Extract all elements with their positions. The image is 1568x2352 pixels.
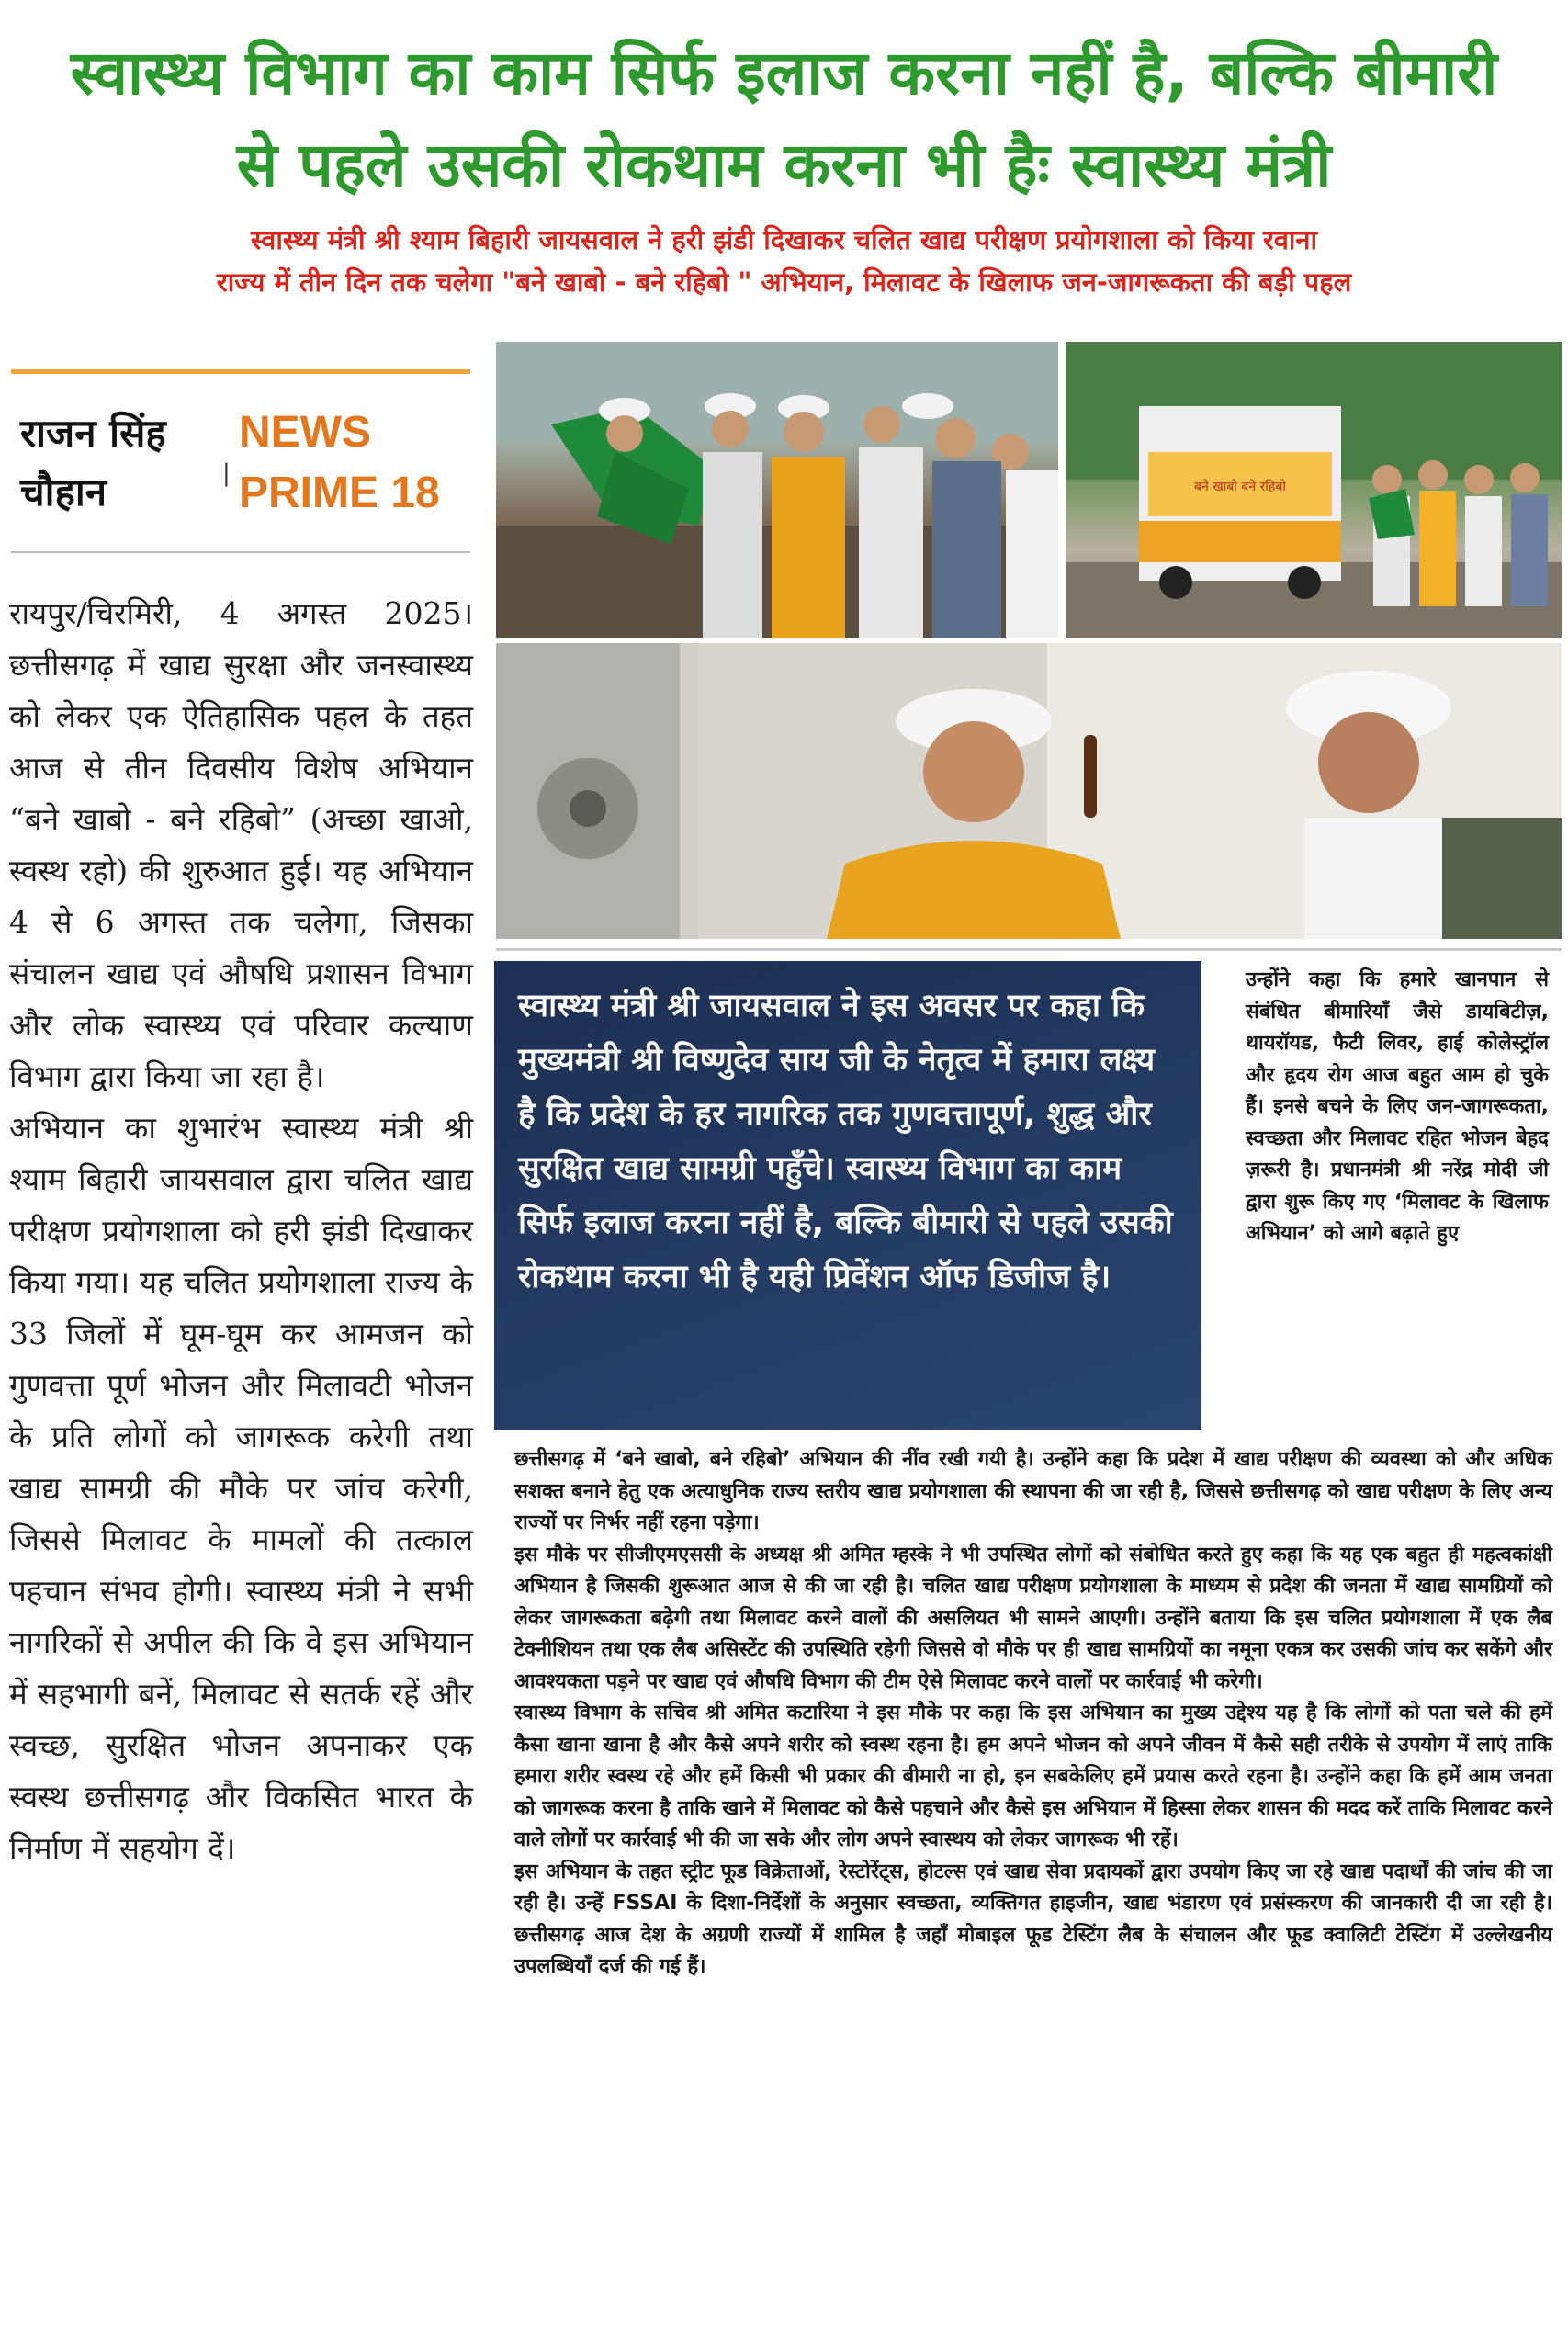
body-paragraph-2: इस मौके पर सीजीएमएससी के अध्यक्ष श्री अमित म्हस्के ने भी उपस्थित लोगों को संबोधित करते हुए कहा कि यह एक बहुत ही महत्वकांक्षी अभियान है जिसकी शुरूआत आज से की जा रही है। चलित खाद्य परीक्षण प्रयोगशाला के माध्यम से प्रदेश की जनता में खाद्य सामग्रियों को लेकर जागरूकता बढ़ेगी तथा मिलावट करने वालों की असलियत भी सामने आएगी। उन्होंने बताया कि इस चलित प्रयोगशाला में एक लैब टेक्नीशियन तथा एक लैब असिस्टेंट की उपस्थिति रहेगी जिससे वो मौके पर ही खाद्य सामग्रियों का नमूना एकत्र कर उसकी जांच कर सकेंगे और आवश्यकता पड़ने पर खाद्य एवं औषधि विभाग की टीम ऐसे मिलावट करने वालों पर कार्रवाई भी करेगी।: [514, 1543, 1552, 1693]
photo-divider: [496, 948, 1562, 951]
byline-separator: |: [222, 459, 231, 487]
headline-line-2: से पहले उसकी रोकथाम करना भी हैः स्वास्थ्य मंत्री: [236, 130, 1332, 200]
author-name: राजन सिंह चौहान: [20, 411, 166, 514]
photo-flag-off-ceremony: [496, 342, 1058, 638]
left-paragraph-1: रायपुर/चिरमिरी, 4 अगस्त 2025। छत्तीसगढ़ में खाद्य सुरक्षा और जनस्वास्थ्य को लेकर एक ऐतिहासिक पहल के तहत आज से तीन दिवसीय विशेष अभियान “बने खाबो - बने रहिबो” (अच्छा खाओ, स्वस्थ रहो) की शुरुआत हुई। यह अभियान 4 से 6 अगस्त तक चलेगा, जिसका संचालन खाद्य एवं औषधि प्रशासन विभाग और लोक स्वास्थ्य एवं परिवार कल्याण विभाग द्वारा किया जा रहा है।: [9, 595, 473, 1094]
article-body: [514, 1444, 1552, 1984]
pull-quote-box: स्वास्थ्य मंत्री श्री जायसवाल ने इस अवसर पर कहा कि मुख्यमंत्री श्री विष्णुदेव साय जी के नेतृत्व में हमारा लक्ष्य है कि प्रदेश के हर नागरिक तक गुणवत्तापूर्ण, शुद्ध और सुरक्षित खाद्य सामग्री पहुँचे। स्वास्थ्य विभाग का काम सिर्फ इलाज करना नहीं है, बल्कि बीमारी से पहले उसकी रोकथाम करना भी है यही प्रिवेंशन ऑफ डिजीज है।: [494, 961, 1201, 1430]
flag-off-illustration: [496, 342, 1058, 638]
byline-divider: [11, 551, 470, 553]
body-paragraph-1: छत्तीसगढ़ में ‘बने खाबो, बने रहिबो’ अभियान की नींव रखी गयी है। उन्होंने कहा कि प्रदेश में खाद्य परीक्षण की व्यवस्था को और अधिक सशक्त बनाने हेतु एक अत्याधुनिक राज्य स्तरीय खाद्य प्रयोगशाला की स्थापना की जा रही है, जिससे छत्तीसगढ़ को खाद्य परीक्षण के लिए अन्य राज्यों पर निर्भर नहीं रहना पड़ेगा।: [514, 1448, 1552, 1534]
right-column-text: उन्होंने कहा कि हमारे खानपान से संबंधित बीमारियाँ जैसे डायबिटीज़, थायरॉयड, फैटी लिवर, हाई कोलेस्ट्रॉल और हृदय रोग आज बहुत आम हो चुके हैं। इनसे बचने के लिए जन-जागरूकता, स्वच्छता और मिलावट रहित भोजन बेहद ज़रूरी है। प्रधानमंत्री श्री नरेंद्र मोदी जी द्वारा शुरू किए गए ‘मिलावट के खिलाफ अभियान’ को आगे बढ़ाते हुए: [1246, 968, 1549, 1245]
brand-name: NEWS PRIME 18: [239, 408, 440, 517]
byline-accent-bar: [11, 369, 470, 374]
subheadline-1: स्वास्थ्य मंत्री श्री श्याम बिहारी जायसवाल ने हरी झंडी दिखाकर चलित खाद्य परीक्षण प्रयोगशाला को किया रवाना: [250, 224, 1318, 255]
headline-line-1: स्वास्थ्य विभाग का काम सिर्फ इलाज करना नहीं है, बल्कि बीमारी: [70, 38, 1498, 108]
photo-mobile-lab-truck: [1066, 342, 1562, 638]
truck-illustration: [1066, 342, 1562, 638]
body-paragraph-3: स्वास्थ्य विभाग के सचिव श्री अमित कटारिया ने इस मौके पर कहा कि इस अभियान का मुख्य उद्देश्य यह है कि लोगों को पता चले की हमें कैसा खाना खाना है और कैसे अपने शरीर को स्वस्थ रहना है। हम अपने भोजन को अपने जीवन में कैसे सही तरीके से उपयोग में लाएं ताकि हमारा शरीर स्वस्थ रहे और हमें किसी भी प्रकार की बीमारी ना हो, इन सबकेलिए हमें प्रयास करते रहना है। उन्होंने कहा कि हमें आम जनता को जागरूक करना है ताकि खाने में मिलावट को कैसे पहचाने और कैसे इस अभियान में हिस्सा लेकर शासन की मदद करें ताकि मिलावट करने वाले लोगों पर कार्रवाई भी की जा सके और लोग अपने स्वास्थय को लेकर जागरूक भी रहें।: [514, 1702, 1552, 1851]
left-paragraph-2: अभियान का शुभारंभ स्वास्थ्य मंत्री श्री श्याम बिहारी जायसवाल द्वारा चलित खाद्य परीक्षण प्रयोगशाला को हरी झंडी दिखाकर किया गया। यह चलित प्रयोगशाला राज्य के 33 जिलों में घूम-घूम कर आमजन को गुणवत्ता पूर्ण भोजन और मिलावटी भोजन के प्रति लोगों को जागरूक करेगी तथा खाद्य सामग्री की मौके पर जांच करेगी, जिससे मिलावट के मामलों की तत्काल पहचान संभव होगी। स्वास्थ्य मंत्री ने सभी नागरिकों से अपील की कि वे इस अभियान में सहभागी बनें, मिलावट से सतर्क रहें और स्वच्छ, सुरक्षित भोजन अपनाकर एक स्वस्थ छत्तीसगढ़ और विकसित भारत के निर्माण में सहयोग दें।: [9, 1110, 473, 1866]
subheadline-2: राज्य में तीन दिन तक चलेगा "बने खाबो - बने रहिबो " अभियान, मिलावट के खिलाफ जन-जागरूकता की बड़ी पहल: [216, 266, 1352, 298]
body-paragraph-4: इस अभियान के तहत स्ट्रीट फूड विक्रेताओं, रेस्टोरेंट्स, होटल्स एवं खाद्य सेवा प्रदायकों द्वारा उपयोग किए जा रहे खाद्य पदार्थों की जांच की जा रही है। उन्हें FSSAI के दिशा-निर्देशों के अनुसार स्वच्छता, व्यक्तिगत हाइजीन, खाद्य भंडारण एवं प्रसंस्करण की जानकारी दी जा रही है। छत्तीसगढ़ आज देश के अग्रणी राज्यों में शामिल है जहाँ मोबाइल फूड टेस्टिंग लैब के संचालन और फूड क्वालिटी टेस्टिंग में उल्लेखनीय उपलब्धियाँ दर्ज की गई हैं।: [514, 1860, 1552, 1978]
truck-banner-text: बने खाबो बने रहिबो: [1194, 480, 1286, 494]
lab-illustration: [496, 643, 1562, 939]
photo-test-tube-inspection: [496, 643, 1562, 939]
headline: [0, 28, 1568, 211]
left-column-text: [9, 588, 473, 1874]
